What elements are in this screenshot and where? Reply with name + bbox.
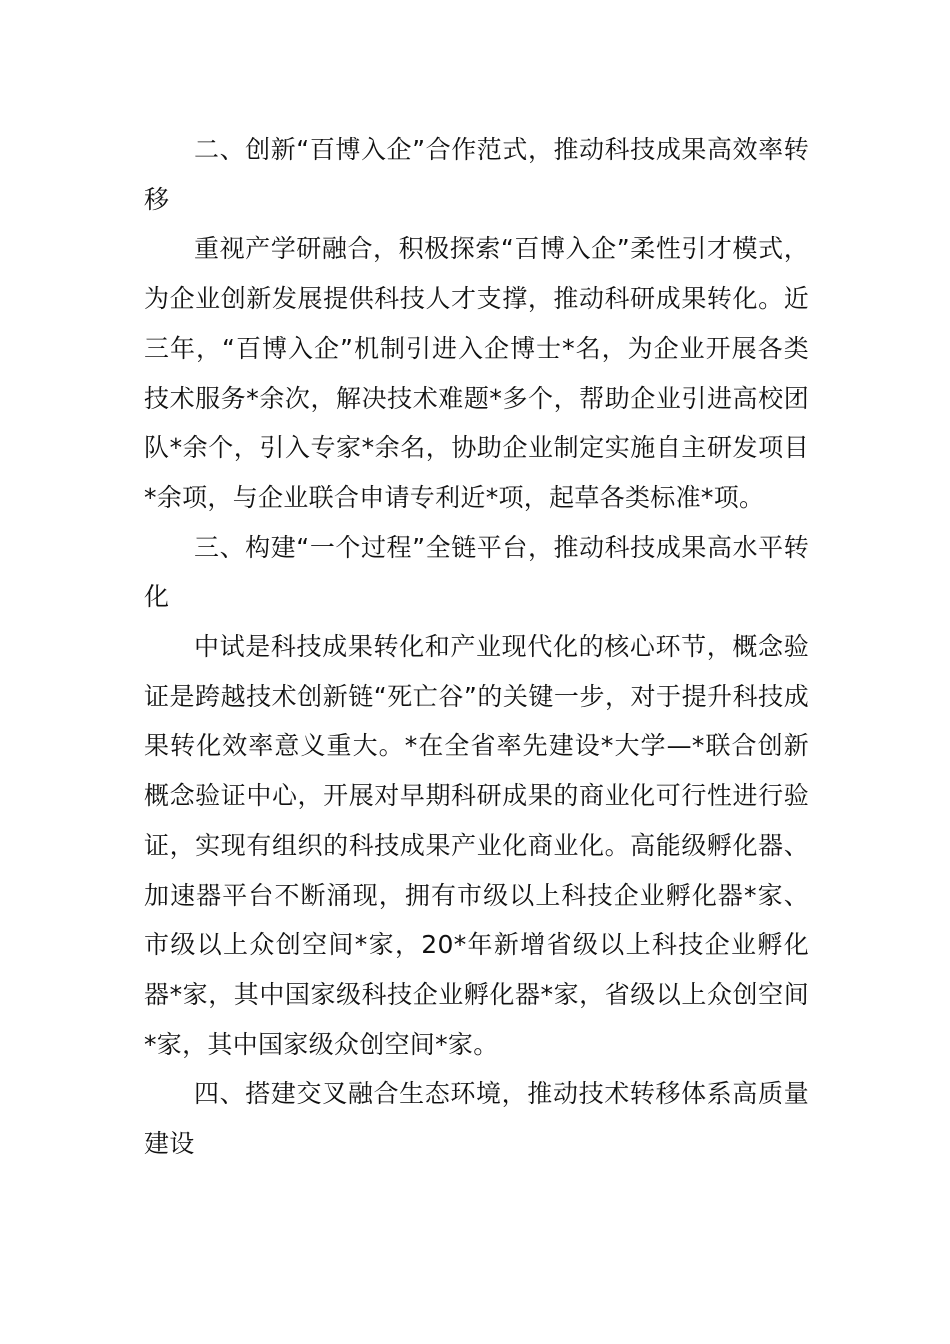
section-heading-4: 四、搭建交叉融合生态环境，推动技术转移体系高质量建设	[144, 1079, 809, 1159]
document-body	[144, 125, 809, 1169]
section-heading-2: 二、创新“百博入企”合作范式，推动科技成果高效率转移	[144, 135, 809, 214]
body-paragraph-pilot: 中试是科技成果转化和产业现代化的核心环节，概念验证是跨越技术创新链“死亡谷”的关键一步，对于提升科技成果转化效率意义重大。*在全省率先建设*大学—*联合创新概念验证中心，开展对早期科研成果的商业化可行性进行验证，实现有组织的科技成果产业化商业化。高能级孵化器、加速器平台不断涌现，拥有市级以上科技企业孵化器*家、市级以上众创空间*家，20*年新增省级以上科技企业孵化器*家，其中国家级科技企业孵化器*家，省级以上众创空间*家，其中国家级众创空间*家。	[144, 632, 809, 1059]
body-paragraph-talent: 重视产学研融合，积极探索“百博入企”柔性引才模式，为企业创新发展提供科技人才支撑，推动科研成果转化。近三年，“百博入企”机制引进入企博士*名，为企业开展各类技术服务*余次，解决技术难题*多个，帮助企业引进高校团队*余个，引入专家*余名，协助企业制定实施自主研发项目*余项，与企业联合申请专利近*项，起草各类标准*项。	[144, 234, 809, 512]
section-heading-3: 三、构建“一个过程”全链平台，推动科技成果高水平转化	[144, 532, 809, 612]
